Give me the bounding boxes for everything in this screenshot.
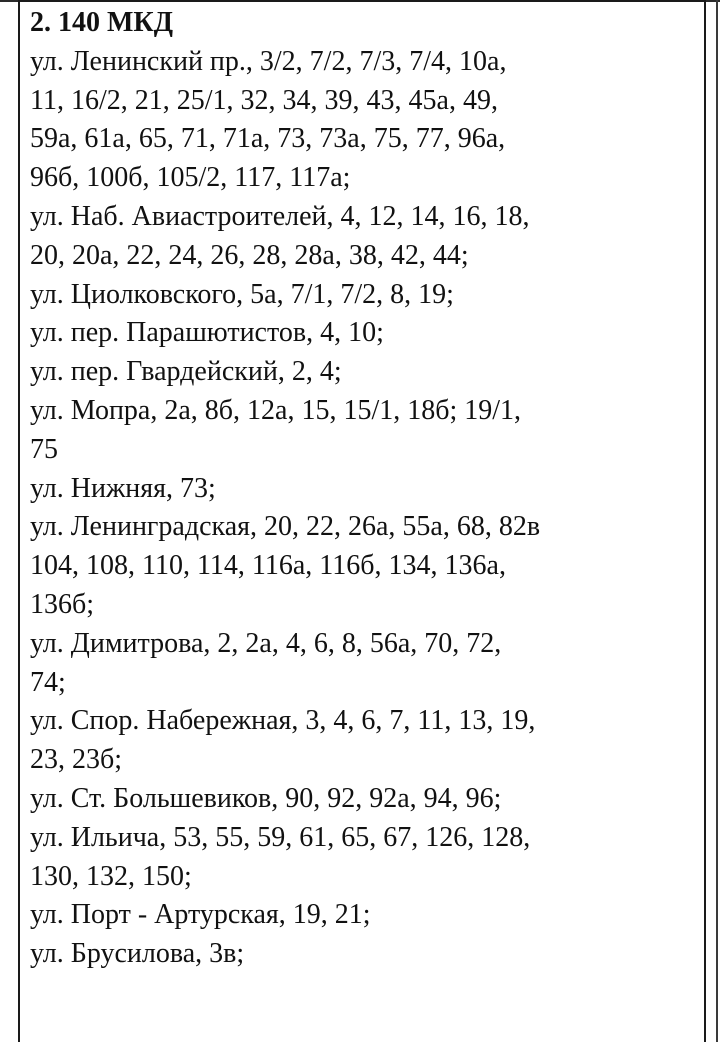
address-line: ул. пер. Парашютистов, 4, 10; — [30, 317, 384, 349]
address-line: ул. Спор. Набережная, 3, 4, 6, 7, 11, 13, 19, — [30, 705, 536, 737]
address-line: 59а, 61а, 65, 71, 71а, 73, 73а, 75, 77, 96а, — [30, 123, 506, 155]
address-line: 74; — [30, 666, 66, 698]
section-heading: 2. 140 МКД — [30, 7, 173, 38]
address-line: 136б; — [30, 588, 95, 620]
address-line: 130, 132, 150; — [30, 860, 192, 892]
address-line: ул. пер. Гвардейский, 2, 4; — [30, 356, 342, 388]
address-line: 75 — [30, 433, 58, 465]
address-line: 11, 16/2, 21, 25/1, 32, 34, 39, 43, 45а, 49, — [30, 84, 498, 116]
table-right-border — [716, 0, 718, 1042]
address-line: ул. Ленинский пр., 3/2, 7/2, 7/3, 7/4, 10а, — [30, 45, 507, 77]
address-line: ул. Циолковского, 5а, 7/1, 7/2, 8, 19; — [30, 278, 454, 310]
address-line: ул. Ст. Большевиков, 90, 92, 92а, 94, 96; — [30, 782, 502, 814]
address-line: 23, 23б; — [30, 744, 123, 776]
address-line: ул. Ильича, 53, 55, 59, 61, 65, 67, 126, 128, — [30, 821, 531, 853]
address-line: ул. Димитрова, 2, 2а, 4, 6, 8, 56а, 70, 72, — [30, 627, 502, 659]
address-line: ул. Нижняя, 73; — [30, 472, 216, 504]
address-list — [30, 4, 710, 974]
address-line: 96б, 100б, 105/2, 117, 117а; — [30, 162, 351, 194]
address-line: ул. Наб. Авиастроителей, 4, 12, 14, 16, 18, — [30, 200, 530, 232]
address-line: ул. Ленинградская, 20, 22, 26а, 55а, 68, 82в — [30, 511, 541, 543]
address-line: ул. Брусилова, 3в; — [30, 938, 245, 970]
address-line: 104, 108, 110, 114, 116а, 116б, 134, 136а, — [30, 550, 506, 582]
address-line: ул. Порт - Артурская, 19, 21; — [30, 899, 371, 931]
address-line: ул. Мопра, 2а, 8б, 12а, 15, 15/1, 18б; 19/1, — [30, 394, 522, 426]
address-line: 20, 20а, 22, 24, 26, 28, 28а, 38, 42, 44; — [30, 239, 469, 271]
